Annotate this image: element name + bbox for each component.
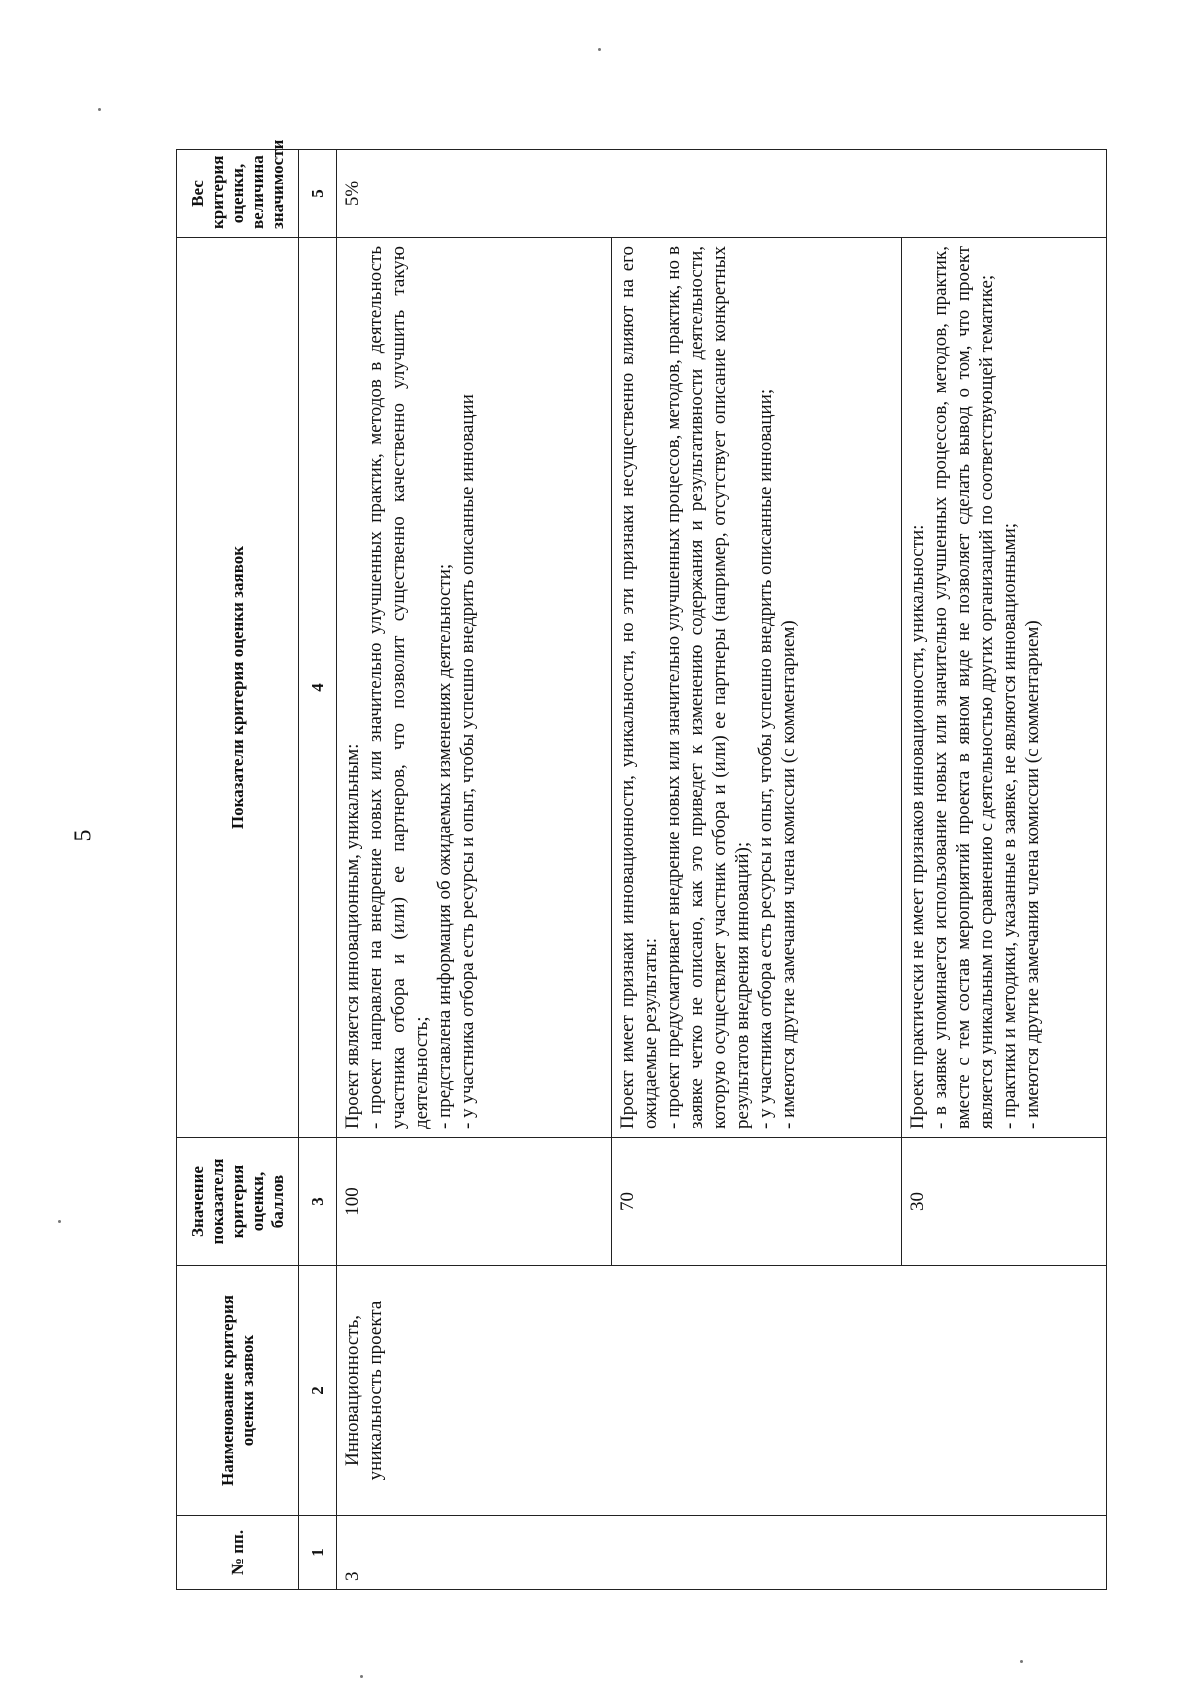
indicator-line: Проект практически не имеет признаков инновационности, уникальности: [907,524,928,1129]
header-weight: Вес критерия оценки, величина значимости [177,150,299,238]
scan-speck [1020,1660,1023,1663]
indicator-description [337,238,612,1138]
header-num: № пп. [177,1516,299,1590]
indicator-line: - имеются другие замечания члена комиссии (с комментарием) [1022,620,1043,1129]
indicator-line: - у участника отбора есть ресурсы и опыт, чтобы успешно внедрить описанные инновации [457,394,478,1129]
indicator-line: - представлена информация об ожидаемых изменениях деятельности; [434,563,455,1129]
row-num: 3 [337,1516,1107,1590]
column-number: 4 [299,238,337,1138]
table-row [337,150,612,1590]
criterion-name: Инновационность, уникальность проекта [337,1266,1107,1516]
score-value: 100 [337,1138,612,1266]
header-row [177,150,299,1590]
scan-speck [360,1675,363,1678]
indicator-line: Проект имеет признаки инновационности, уникальности, но эти признаки несущественно влияют на его ожидаемые результаты: [617,246,661,1129]
column-number: 1 [299,1516,337,1590]
column-number-row [299,150,337,1590]
criteria-table [176,139,1107,1590]
column-number: 2 [299,1266,337,1516]
indicator-line: - имеются другие замечания члена комиссии (с комментарием) [778,620,799,1129]
score-value: 30 [902,1138,1107,1266]
scan-speck [98,108,101,111]
weight-value: 5% [337,150,1107,238]
score-value: 70 [612,1138,902,1266]
header-indicator-value: Значение показателя критерия оценки, баллов [177,1138,299,1266]
header-indicators: Показатели критерия оценки заявок [177,238,299,1138]
rotated-table-wrapper [176,139,1106,1590]
page-number: 5 [70,829,97,842]
indicator-description [612,238,902,1138]
column-number: 5 [299,150,337,238]
indicator-line: - в заявке упоминается использование новых или значительно улучшенных процессов, методов, практик, вместе с тем состав мероприятий проекта в явном виде не позволяет сделать вывод о том, что проект является уникальным по сравнению с деятельностью других организаций по соответствующей тематике; [930,246,997,1129]
scan-speck [58,1220,61,1223]
indicator-line: - проект предусматривает внедрение новых или значительно улучшенных процессов, методов, практик, но в заявке четко не описано, как это приведет к изменению содержания и результативности деятельности, которую осуществляет участник отбора и (или) ее партнеры (например, отсутствует описание конкретных результатов внедрения инноваций); [663,246,753,1129]
indicator-description [902,238,1107,1138]
scan-speck [598,48,601,51]
indicator-line: - у участника отбора есть ресурсы и опыт, чтобы успешно внедрить описанные инновации; [755,388,776,1129]
indicator-line: Проект является инновационным, уникальным: [342,743,363,1129]
indicator-line: - проект направлен на внедрение новых или значительно улучшенных практик, методов в деятельность участника отбора и (или) ее партнеров, что позволит существенно качественно улучшить такую деятельность; [365,246,432,1129]
indicator-line: - практики и методики, указанные в заявке, не являются инновационными; [999,522,1020,1129]
column-number: 3 [299,1138,337,1266]
header-criterion-name: Наименование критерия оценки заявок [177,1266,299,1516]
